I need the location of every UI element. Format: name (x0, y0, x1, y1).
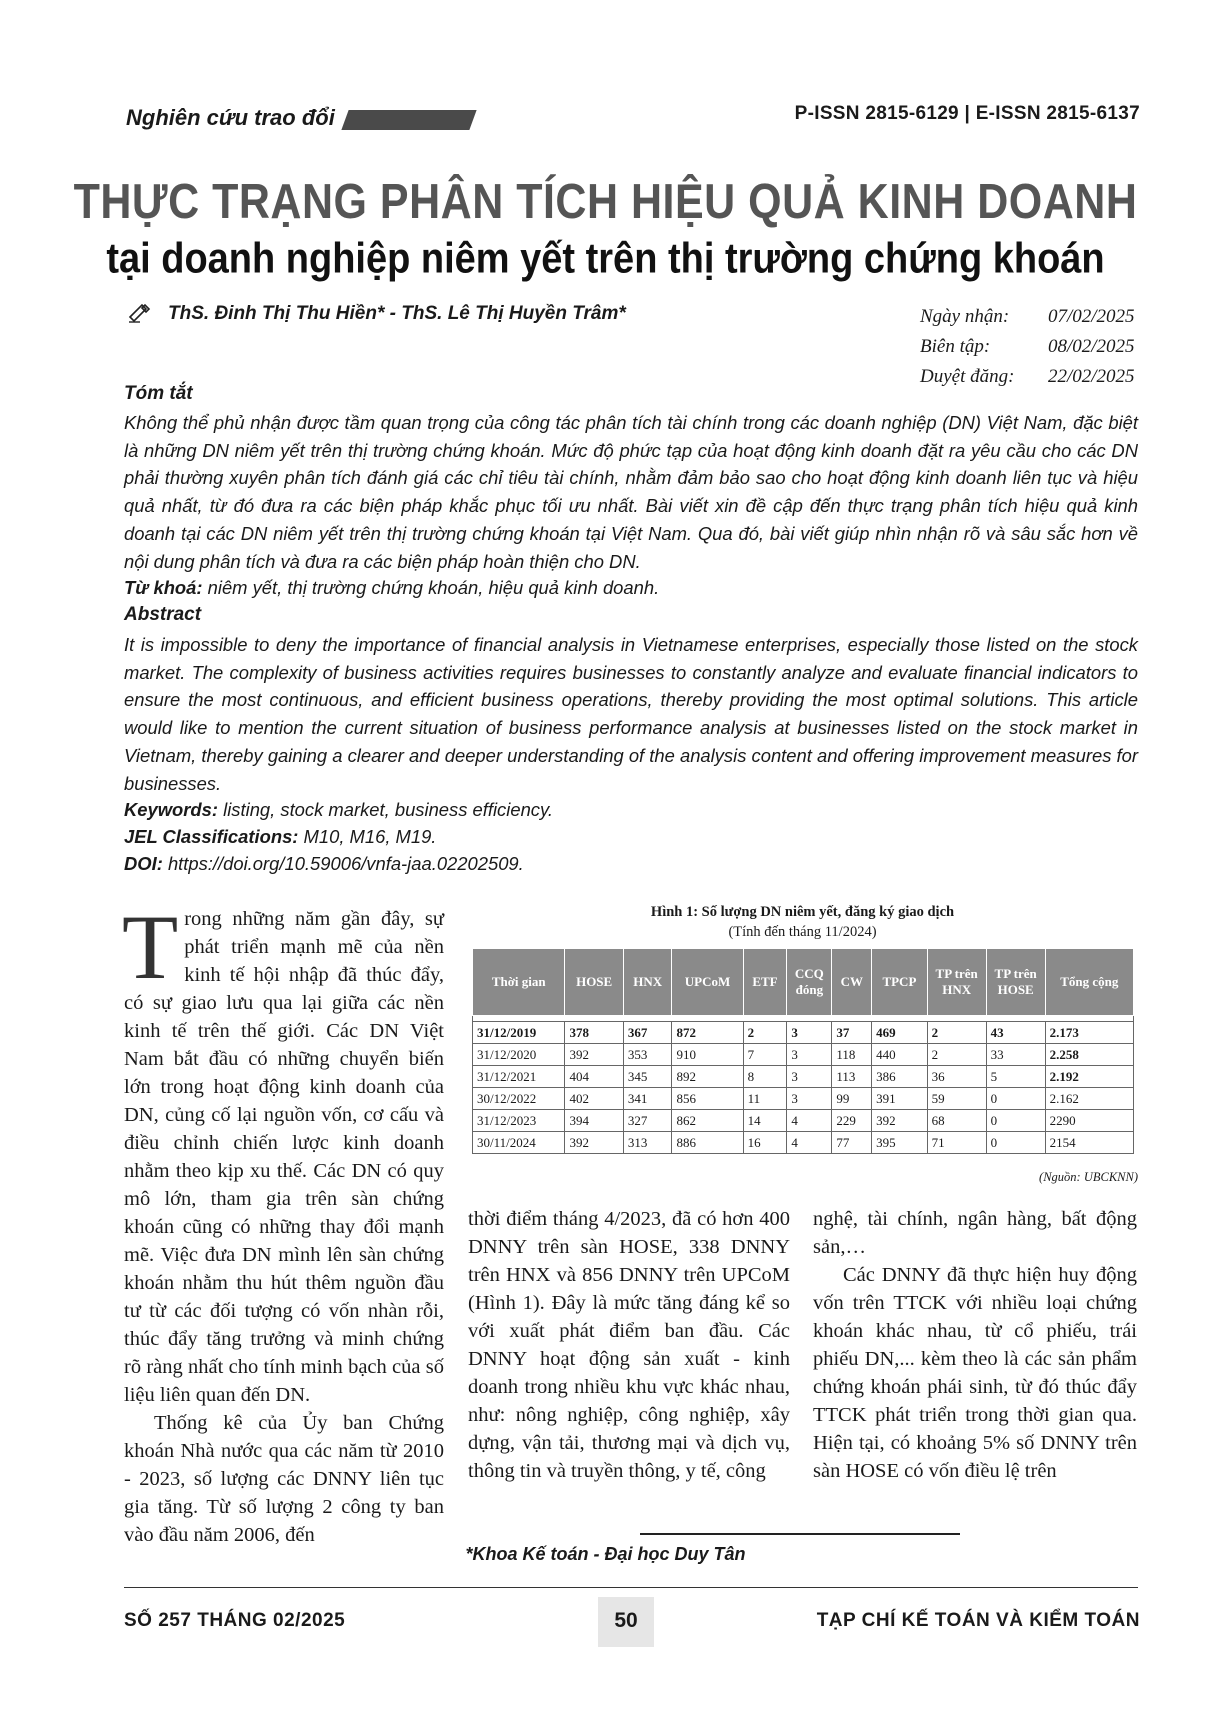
table-cell: 59 (927, 1088, 986, 1110)
table-row (473, 1110, 1134, 1132)
table-cell: 31/12/2020 (473, 1044, 565, 1066)
abstract-keywords (124, 799, 553, 821)
drop-cap: T (122, 896, 179, 998)
doi (124, 853, 524, 875)
table-cell: 2.258 (1045, 1044, 1133, 1066)
table-header-cell: HOSE (565, 949, 623, 1016)
figure-subtitle: (Tính đến tháng 11/2024) (728, 924, 877, 940)
table-cell: 118 (832, 1044, 872, 1066)
table-header-cell: CCQ đóng (787, 949, 832, 1016)
table-cell: 14 (743, 1110, 787, 1132)
table-cell: 0 (986, 1132, 1045, 1154)
body-paragraph: nghệ, tài chính, ngân hàng, bất động sản,… (813, 1208, 1137, 1258)
table-cell: 30/11/2024 (473, 1132, 565, 1154)
body-paragraph: Thống kê của Ủy ban Chứng khoán Nhà nước qua các năm từ 2010 - 2023, số lượng các DNNY liên tục gia tăng. Từ số lượng 2 công ty ban vào đầu năm 2006, đến (124, 1412, 444, 1546)
table-cell: 3 (787, 1022, 832, 1044)
table-header-row (473, 949, 1134, 1016)
table-row (473, 1066, 1134, 1088)
pen-icon (128, 303, 152, 323)
table-cell: 327 (623, 1110, 672, 1132)
body-column-3 (813, 1205, 1137, 1485)
jel-value: M10, M16, M19. (298, 826, 437, 847)
table-cell: 5 (986, 1066, 1045, 1088)
table-cell: 395 (872, 1132, 927, 1154)
table-cell: 2 (927, 1044, 986, 1066)
table-cell: 2 (743, 1022, 787, 1044)
table-cell: 313 (623, 1132, 672, 1154)
table-cell: 392 (872, 1110, 927, 1132)
table-cell: 341 (623, 1088, 672, 1110)
table-cell: 43 (986, 1022, 1045, 1044)
table-header-cell: Tổng cộng (1045, 949, 1133, 1016)
table-cell: 2290 (1045, 1110, 1133, 1132)
table-cell: 392 (565, 1044, 623, 1066)
table-cell: 16 (743, 1132, 787, 1154)
journal-name: TẠP CHÍ KẾ TOÁN VÀ KIỂM TOÁN (816, 1610, 1140, 1631)
article-title-sub: tại doanh nghiệp niêm yết trên thị trường chứng khoán (106, 235, 1105, 283)
received-label: Ngày nhận: (920, 306, 1010, 327)
abstract-heading: Abstract (124, 604, 202, 625)
doi-label: DOI: (124, 853, 163, 874)
summary-heading: Tóm tắt (124, 383, 193, 404)
table-cell: 2 (927, 1022, 986, 1044)
table-cell: 99 (832, 1088, 872, 1110)
body-paragraph (122, 896, 444, 1409)
table-header-cell: ETF (743, 949, 787, 1016)
table-cell: 68 (927, 1110, 986, 1132)
footer-divider (124, 1587, 1138, 1588)
table-header-cell: CW (832, 949, 872, 1016)
table-cell: 0 (986, 1088, 1045, 1110)
summary-text: Không thể phủ nhận được tầm quan trọng của công tác phân tích tài chính trong các doanh nghiệp (DN) Việt Nam, đặc biệt là những DN niêm yết trên thị trường chứng khoán. Mức độ phức tạp của hoạt động kinh doanh đặt ra yêu cầu cho các DN phải thường xuyên phân tích đánh giá các chỉ tiêu tài chính, nhằm đảm bảo sao cho hoạt động kinh doanh liên tục và hiệu quả nhất, từ đó đưa ra các biện pháp khắc phục tối ưu nhất. Bài viết xin đề cập đến thực trạng phân tích hiệu quả kinh doanh tại các DN niêm yết trên thị trường chứng khoán tại Việt Nam. Qua đó, bài viết giúp nhìn nhận rõ và sâu sắc hơn về nội dung phân tích và đưa ra các biện pháp hoàn thiện cho DN. (124, 412, 1138, 572)
publication-dates (918, 301, 1137, 393)
table-cell: 392 (565, 1132, 623, 1154)
table-cell: 2.173 (1045, 1022, 1133, 1044)
table-cell: 394 (565, 1110, 623, 1132)
table-cell: 856 (672, 1088, 743, 1110)
table-cell: 31/12/2023 (473, 1110, 565, 1132)
table-header-cell: UPCoM (672, 949, 743, 1016)
table-cell: 4 (787, 1132, 832, 1154)
keywords-label: Keywords: (124, 799, 219, 820)
table-cell: 0 (986, 1110, 1045, 1132)
table-header-cell: TPCP (872, 949, 927, 1016)
table-cell: 872 (672, 1022, 743, 1044)
figure-table (472, 948, 1134, 1154)
body-column-2 (468, 1205, 790, 1485)
edited-date: 08/02/2025 (1048, 336, 1135, 357)
table-header-cell: Thời gian (473, 949, 565, 1016)
table-cell: 71 (927, 1132, 986, 1154)
approved-label: Duyệt đăng: (920, 366, 1015, 387)
table-cell: 2.192 (1045, 1066, 1133, 1088)
table-cell: 31/12/2019 (473, 1022, 565, 1044)
table-cell: 910 (672, 1044, 743, 1066)
table-cell: 469 (872, 1022, 927, 1044)
table-cell: 391 (872, 1088, 927, 1110)
doi-link[interactable]: https://doi.org/10.59006/vnfa-jaa.02202509. (162, 853, 524, 874)
abstract-text: It is impossible to deny the importance of financial analysis in Vietnamese enterprises, especially those listed on the stock market. The complexity of business activities requires businesses to constantly analyze and evaluate financial indicators to ensure the most continuous, and efficient business operations, thereby providing the most optimal solutions. This article would like to mention the current situation of business performance analysis at businesses listed on the stock market in Vietnam, thereby gaining a clearer and deeper understanding of the analysis content and offering improvement measures for businesses. (124, 634, 1138, 794)
issn-label: P-ISSN 2815-6129 | E-ISSN 2815-6137 (794, 103, 1140, 124)
table-row (473, 1088, 1134, 1110)
table-cell: 2154 (1045, 1132, 1133, 1154)
body-column-1 (122, 896, 444, 1549)
summary-keywords-label: Từ khoá: (124, 577, 203, 598)
jel-label: JEL Classifications: (124, 826, 299, 847)
author-affiliation: *Khoa Kế toán - Đại học Duy Tân (465, 1544, 746, 1564)
figure-source: (Nguồn: UBCKNN) (1039, 1170, 1138, 1184)
table-cell: 37 (832, 1022, 872, 1044)
summary-keywords (124, 577, 659, 599)
table-cell: 404 (565, 1066, 623, 1088)
table-cell: 386 (872, 1066, 927, 1088)
body-paragraph: Các DNNY đã thực hiện huy động vốn trên TTCK với nhiều loại chứng khoán khác nhau, từ cổ phiếu, trái phiếu DN,... kèm theo là các sản phẩm chứng khoán phái sinh, từ đó thúc đẩy TTCK phát triển trong thời gian qua. Hiện tại, có khoảng 5% số DNNY trên sàn HOSE có vốn điều lệ trên (813, 1264, 1137, 1482)
table-header-cell: HNX (623, 949, 672, 1016)
summary-keywords-value: niêm yết, thị trường chứng khoán, hiệu quả kinh doanh. (202, 577, 660, 598)
table-cell: 3 (787, 1088, 832, 1110)
table-cell: 892 (672, 1066, 743, 1088)
table-cell: 862 (672, 1110, 743, 1132)
issue-number: SỐ 257 THÁNG 02/2025 (124, 1610, 346, 1631)
table-cell: 402 (565, 1088, 623, 1110)
authors: ThS. Đinh Thị Thu Hiền* - ThS. Lê Thị Huyền Trâm* (168, 303, 626, 324)
table-cell: 886 (672, 1132, 743, 1154)
table-cell: 367 (623, 1022, 672, 1044)
table-row (473, 1132, 1134, 1154)
jel-classifications (124, 826, 436, 848)
table-header-cell: TP trên HOSE (986, 949, 1045, 1016)
table-cell: 8 (743, 1066, 787, 1088)
edited-label: Biên tập: (920, 336, 991, 357)
page-number: 50 (614, 1609, 638, 1632)
table-cell: 113 (832, 1066, 872, 1088)
affiliation-divider (640, 1533, 960, 1535)
table-cell: 378 (565, 1022, 623, 1044)
table-cell: 3 (787, 1044, 832, 1066)
table-row (473, 1044, 1134, 1066)
table-cell: 3 (787, 1066, 832, 1088)
table-cell: 353 (623, 1044, 672, 1066)
received-date: 07/02/2025 (1048, 306, 1135, 327)
keywords-value: listing, stock market, business efficiency. (218, 799, 553, 820)
table-cell: 440 (872, 1044, 927, 1066)
table-cell: 33 (986, 1044, 1045, 1066)
body-paragraph-text: rong những năm gần đây, sự phát triển mạnh mẽ của nền kinh tế hội nhập đã thúc đẩy, có sự giao lưu qua lại giữa các nền kinh tế trên thế giới. Các DN Việt Nam bắt đầu có những chuyển biến lớn trong hoạt động kinh doanh của DN, củng cố lại nguồn vốn, cơ cấu và điều chỉnh chiến lược kinh doanh nhằm theo kịp xu thế. Các DN có quy mô lớn, tham gia trên sàn chứng khoán cũng có những thay đổi mạnh mẽ. Việc đưa DN mình lên sàn chứng khoán nhằm thu hút thêm nguồn đầu tư từ các đối tượng có vốn nhàn rỗi, thúc đẩy tăng trưởng và minh chứng rõ ràng nhất cho tính minh bạch của số liệu liên quan đến DN. (124, 908, 444, 1406)
table-body (473, 1016, 1134, 1154)
article-title-main: THỰC TRẠNG PHÂN TÍCH HIỆU QUẢ KINH DOANH (73, 174, 1138, 230)
table-header-cell: TP trên HNX (927, 949, 986, 1016)
table-cell: 77 (832, 1132, 872, 1154)
table-cell: 4 (787, 1110, 832, 1132)
table-cell: 7 (743, 1044, 787, 1066)
table-cell: 11 (743, 1088, 787, 1110)
table-cell: 30/12/2022 (473, 1088, 565, 1110)
table-cell: 229 (832, 1110, 872, 1132)
body-paragraph: thời điểm tháng 4/2023, đã có hơn 400 DNNY trên sàn HOSE, 338 DNNY trên HNX và 856 DNNY trên UPCoM (Hình 1). Đây là mức tăng đáng kể so với xuất phát điểm ban đầu. Các DNNY hoạt động sản xuất - kinh doanh trong nhiều khu vực khác nhau, như: nông nghiệp, công nghiệp, xây dựng, vận tải, thương mại và dịch vụ, thông tin và truyền thông, y tế, công (468, 1208, 790, 1482)
table-cell: 36 (927, 1066, 986, 1088)
header-decorative-bar (341, 110, 476, 130)
table-row (473, 1022, 1134, 1044)
table-cell: 345 (623, 1066, 672, 1088)
section-label: Nghiên cứu trao đổi (126, 105, 335, 130)
table-cell: 31/12/2021 (473, 1066, 565, 1088)
approved-date: 22/02/2025 (1048, 366, 1135, 387)
table-cell: 2.162 (1045, 1088, 1133, 1110)
figure-title: Hình 1: Số lượng DN niêm yết, đăng ký giao dịch (650, 904, 955, 920)
